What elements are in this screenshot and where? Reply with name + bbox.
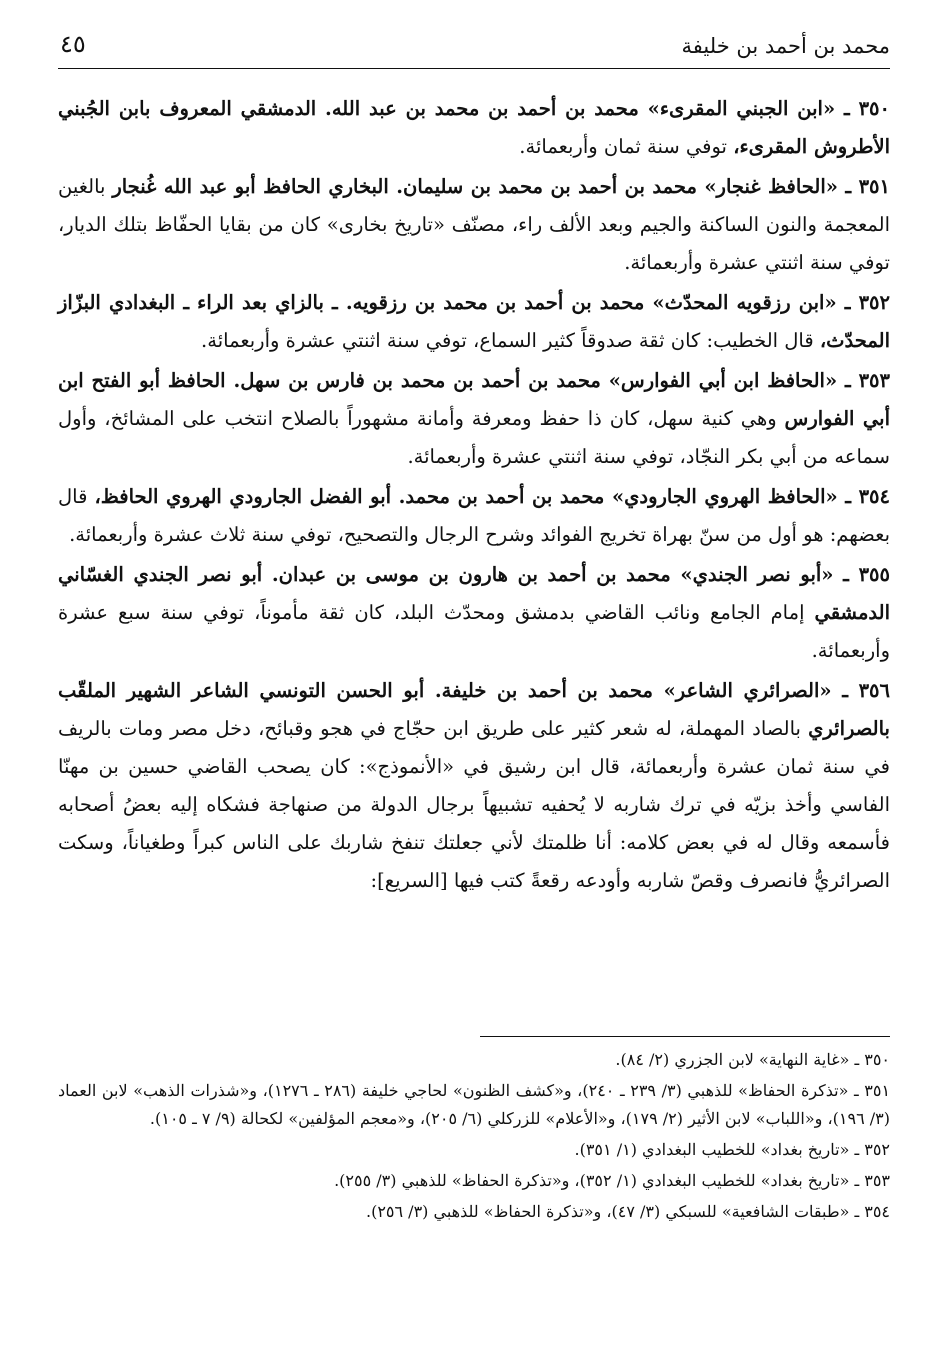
entry-body: بالغين المعجمة والنون الساكنة والجيم وبعد الألف راء، مصنّف «تاريخ بخارى» كان من بقايا الحفّاظ بتلك الديار، توفي سنة اثنتي عشرة وأربعمائة. bbox=[58, 175, 890, 274]
footnote-351: ٣٥١ ـ «تذكرة الحفاظ» للذهبي (٣/ ٢٣٩ ـ ٢٤٠)، و«كشف الظنون» لحاجي خليفة (٢٨٦ ـ ١٢٧٦)، و«شذرات الذهب» لابن العماد (٣/ ١٩٦)، و«اللباب» لابن الأثير (٢/ ١٧٩)، و«الأعلام» للزركلي (٦/ ٢٠٥)، و«معجم المؤلفين» لكحالة (٩/ ٧ ـ ١٠٥). bbox=[58, 1081, 891, 1128]
page-header bbox=[58, 28, 890, 69]
entry-heading: ٣٥١ ـ «الحافظ غنجار» محمد بن أحمد بن محمد بن سليمان. البخاري الحافظ أبو عبد الله غُنجار bbox=[112, 175, 890, 198]
entry-heading: ٣٥٠ ـ «ابن الجبني المقرىء» محمد بن أحمد بن محمد بن عبد الله. الدمشقي المعروف بابن الجُبني الأطروش المقرىء، bbox=[58, 97, 890, 158]
entry-heading: ٣٥٣ ـ «الحافظ ابن أبي الفوارس» محمد بن أحمد بن محمد بن فارس بن سهل. الحافظ أبو الفتح ابن أبي الفوارس bbox=[58, 369, 890, 430]
entry-heading: ٣٥٤ ـ «الحافظ الهروي الجارودي» محمد بن أحمد بن محمد. أبو الفضل الجارودي الهروي الحافظ، bbox=[94, 485, 890, 508]
footnotes bbox=[58, 1046, 890, 1229]
entry-body: توفي سنة ثمان وأربعمائة. bbox=[519, 135, 734, 158]
entry-body: قال بعضهم: هو أول من سنّ بهراة تخريج الفوائد وشرح الرجال والتصحيح، توفي سنة ثلاث عشرة وأربعمائة. bbox=[58, 485, 890, 546]
footnote-353: ٣٥٣ ـ «تاريخ بغداد» للخطيب البغدادي (١/ ٣٥٢)، و«تذكرة الحفاظ» للذهبي (٣/ ٢٥٥). bbox=[334, 1171, 890, 1190]
footnote-354: ٣٥٤ ـ «طبقات الشافعية» للسبكي (٣/ ٤٧)، و«تذكرة الحفاظ» للذهبي (٣/ ٢٥٦). bbox=[365, 1202, 890, 1221]
entry-body: قال الخطيب: كان ثقة صدوقاً كثير السماع، توفي سنة اثنتي عشرة وأربعمائة. bbox=[201, 329, 820, 352]
entry-352 bbox=[58, 284, 890, 360]
entry-body: وهي كنية سهل، كان ذا حفظ ومعرفة وأمانة مشهوراً بالصلاح انتخب على المشائخ، وأول سماعه من أبي بكر النجّاد، توفي سنة اثنتي عشرة وأربعمائة. bbox=[58, 407, 890, 468]
entry-351 bbox=[58, 168, 890, 282]
entry-heading: ٣٥٦ ـ «الصرائري الشاعر» محمد بن أحمد بن خليفة. أبو الحسن التونسي الشاعر الشهير الملقّب بالصرائري bbox=[58, 679, 890, 740]
entry-heading: ٣٥٢ ـ «ابن رزقويه المحدّث» محمد بن أحمد بن محمد بن رزقويه. ـ بالزاي بعد الراء ـ البغدادي البزّاز المحدّث، bbox=[58, 291, 890, 352]
footnote-350: ٣٥٠ ـ «غاية النهاية» لابن الجزري (٢/ ٨٤). bbox=[615, 1050, 890, 1069]
entry-350 bbox=[58, 90, 890, 166]
entry-heading: ٣٥٥ ـ «أبو نصر الجندي» محمد بن أحمد بن هارون بن موسى بن عبدان. أبو نصر الجندي الغسّاني الدمشقي bbox=[58, 563, 890, 624]
footnote-352: ٣٥٢ ـ «تاريخ بغداد» للخطيب البغدادي (١/ ٣٥١). bbox=[574, 1140, 890, 1159]
entry-body: إمام الجامع ونائب القاضي بدمشق ومحدّث البلد، كان ثقة مأموناً، توفي سنة سبع عشرة وأربعمائة. bbox=[58, 601, 890, 662]
book-page bbox=[58, 0, 890, 1367]
entry-353 bbox=[58, 362, 890, 476]
running-title: محمد بن أحمد بن خليفة bbox=[681, 34, 890, 58]
page-number: ٤٥ bbox=[60, 30, 86, 58]
main-text bbox=[58, 90, 890, 902]
entry-355 bbox=[58, 556, 890, 670]
entry-356 bbox=[58, 672, 890, 900]
footnote-separator bbox=[480, 1036, 890, 1037]
entry-body: بالصاد المهملة، له شعر كثير على طريق ابن حجّاج في هجو وقبائح، دخل مصر ومات بالريف في سنة ثمان عشرة وأربعمائة، قال ابن رشيق في «الأنموذج»: كان يصحب القاضي حسين بن مهنّا الفاسي وأخذ بزيّه في ترك شاربه لا يُحفيه تشبيهاً برجال الدولة من صنهاجة فشكاه إليه بعضُ أصحابه فأسمعه وقال له في بعض كلامه: أنا ظلمتك لأني جعلتك تنفخ شاربك على الناس كبراً وطغياناً، وسكت الصرائريُّ فانصرف وقصّ شاربه وأودعه رقعةً كتب فيها [السريع]: bbox=[58, 717, 890, 892]
entry-354 bbox=[58, 478, 890, 554]
